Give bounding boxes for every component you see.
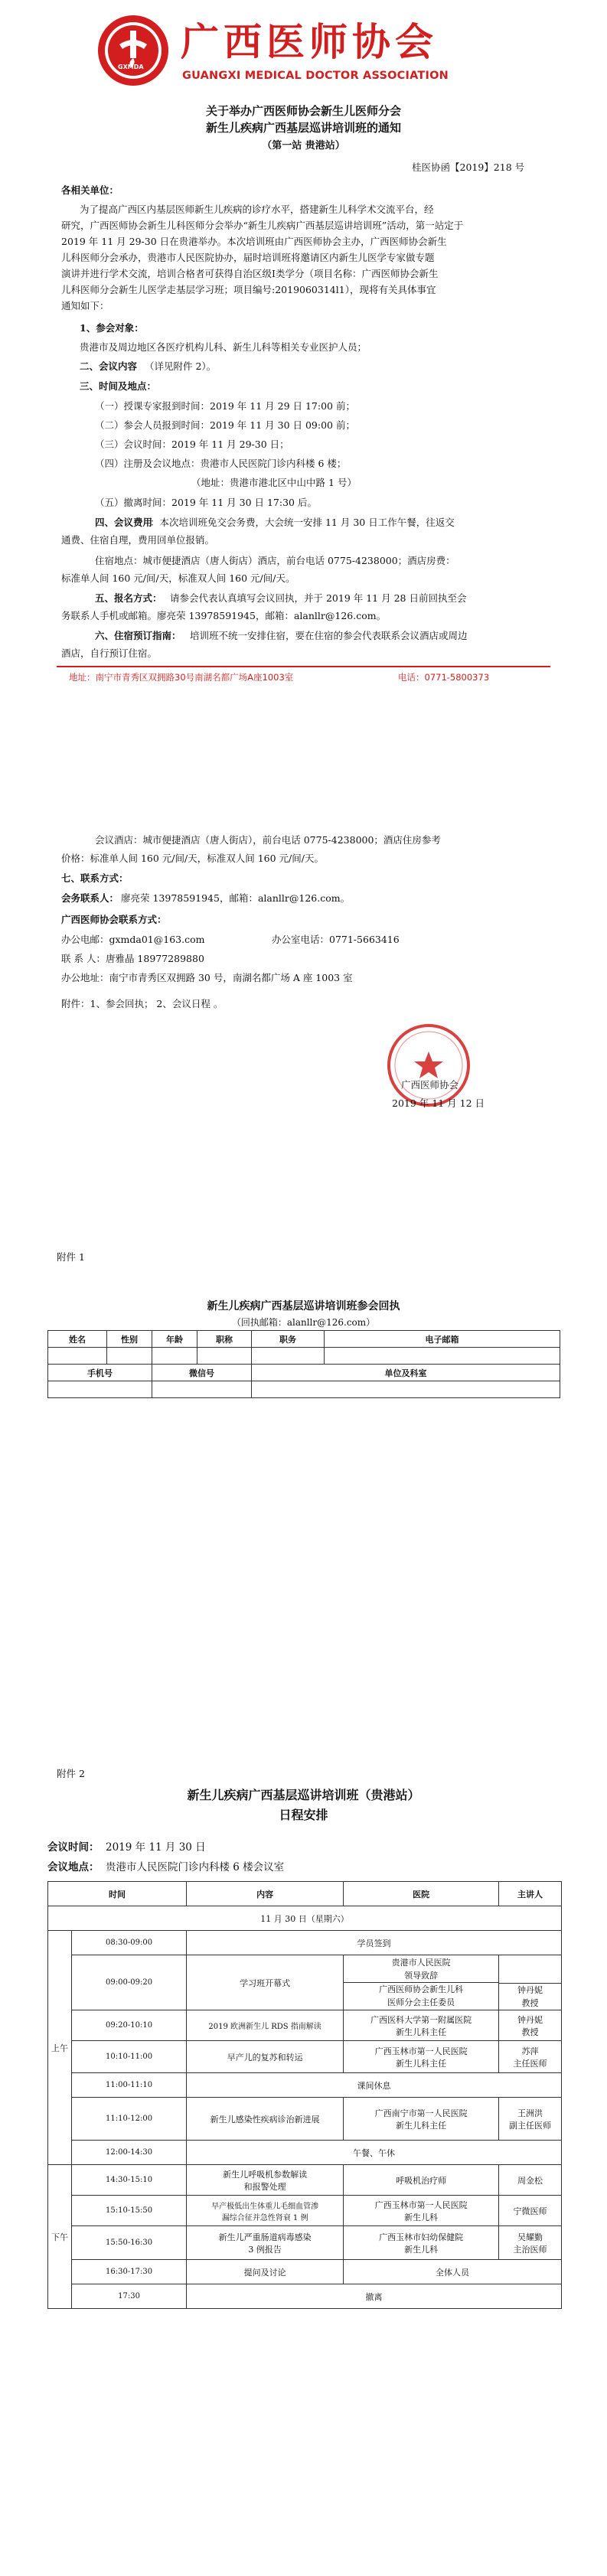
registration-form-table <box>47 1330 560 1398</box>
speaker-line: 钟丹妮 <box>517 1984 543 1995</box>
footer-rule <box>57 666 550 667</box>
speaker-line: 教授 <box>521 1997 539 2008</box>
schedule-item: （地址：贵港市港北区中山中路 1 号） <box>191 477 357 488</box>
hospital-line: 广西玉林市第一人民医院 <box>374 2199 468 2210</box>
table-row <box>48 2141 562 2165</box>
day-row: 11 月 30 日（星期六） <box>48 1906 562 1931</box>
content-cell: 课间休息 <box>187 2073 562 2098</box>
time-cell: 12:00-14:30 <box>72 2141 187 2165</box>
table-row <box>48 2226 562 2260</box>
col-header: 职务 <box>252 1331 325 1348</box>
content-cell: 提问及讨论 <box>187 2260 344 2284</box>
schedule-item: （一）授课专家报到时间：2019 年 11 月 29 日 17:00 前； <box>95 400 355 412</box>
time-cell: 17:30 <box>72 2284 187 2309</box>
speaker-line: 教授 <box>521 2027 539 2037</box>
section1-text: 贵港市及周边地区各医疗机构儿科、新生儿科等相关专业医护人员； <box>80 341 367 353</box>
schedule-item: （二）参会人员报到时间：2019 年 11 月 30 日 09:00 前； <box>95 419 355 431</box>
col-header: 内容 <box>187 1882 344 1906</box>
meeting-place-value: 贵港市人民医院门诊内科楼 6 楼会议室 <box>106 1861 285 1873</box>
col-header: 电子邮箱 <box>325 1331 560 1348</box>
attachment1-subtitle: （回执邮箱：alanllr@126.com） <box>231 1317 376 1328</box>
org-name-en: GUANGXI MEDICAL DOCTOR ASSOCIATION <box>182 70 449 82</box>
speaker-cell <box>499 1955 562 2010</box>
content-cell: 新生儿感染性疾病诊治新进展 <box>187 2098 344 2141</box>
notice-title-line1: 关于举办广西医师协会新生儿医师分会 <box>205 104 401 118</box>
time-cell: 11:00-11:10 <box>72 2073 187 2098</box>
content-cell: 撤离 <box>187 2284 562 2309</box>
gxmda-logo <box>96 14 170 87</box>
session-label-am: 上午 <box>48 1931 72 2165</box>
office-person: 联 系 人：唐雅晶 18977289880 <box>61 953 204 964</box>
hospital-cell <box>344 1955 499 2010</box>
wechat-cell[interactable] <box>152 1381 252 1398</box>
hospital-cell <box>344 2010 499 2041</box>
footer-address: 地址：南宁市青秀区双拥路30号南湖名都广场A座1003室 <box>69 672 294 683</box>
content-cell <box>187 2226 344 2260</box>
table-row <box>48 2098 562 2141</box>
speaker-line: 钟丹妮 <box>517 2014 543 2025</box>
hospital-cell: 呼吸机治疗师 <box>344 2165 499 2196</box>
hospital-line: 广西医科大学第一附属医院 <box>370 2014 472 2025</box>
table-row <box>48 2165 562 2196</box>
speaker-cell <box>499 2226 562 2260</box>
time-cell: 10:10-11:00 <box>72 2041 187 2073</box>
section6-text: 培训班不统一安排住宿，要在住宿的参会代表联系会议酒店或周边 <box>190 630 468 641</box>
col-header: 微信号 <box>152 1365 252 1381</box>
salutation: 各相关单位： <box>61 184 119 196</box>
office-address: 办公地址：南宁市青秀区双拥路 30 号，南湖名都广场 A 座 1003 室 <box>61 972 353 983</box>
hospital-line: 新生儿科主任 <box>396 2027 447 2037</box>
content-cell: 早产儿的复苏和转运 <box>187 2041 344 2073</box>
attachment2-title-line1: 新生儿疾病广西基层巡讲培训班（贵港站） <box>187 1788 420 1802</box>
intro-line: 通知如下： <box>61 300 109 311</box>
attachment2-label: 附件 2 <box>57 1768 85 1779</box>
time-cell: 14:30-15:10 <box>72 2165 187 2196</box>
col-header: 年龄 <box>152 1331 197 1348</box>
hospital-line: 新生儿科主任 <box>396 2058 447 2069</box>
hospital-line: 广西玉林市第一人民医院 <box>374 2046 468 2056</box>
logo-text: GXMDA <box>118 64 144 70</box>
notice-subtitle: （第一站 贵港站） <box>262 140 345 152</box>
content-line: 新生儿呼吸机参数解读 <box>223 2169 308 2180</box>
unit-cell[interactable] <box>252 1381 560 1398</box>
office-email: 办公电邮：gxmda01@163.com <box>61 934 205 945</box>
speaker-cell <box>499 2010 562 2041</box>
official-seal-icon <box>386 1022 472 1108</box>
schedule-item: （五）撤离时间：2019 年 11 月 30 日 17:30 后。 <box>95 497 317 508</box>
hospital-cell <box>344 2098 499 2141</box>
intro-line: 研究，广西医师协会新生儿科医师分会举办“新生儿疾病广西基层巡讲培训班”活动，第一站定于 <box>61 220 464 231</box>
hospital-line: 新生儿科 <box>404 2244 439 2255</box>
col-header: 手机号 <box>48 1365 152 1381</box>
age-cell[interactable] <box>152 1348 197 1365</box>
contact1-text: 廖亮荣 13978591945，邮箱：alanllr@126.com。 <box>121 892 351 904</box>
org-name-cn: 广西医师协会 <box>181 19 438 64</box>
table-row <box>48 2010 562 2041</box>
table-row <box>48 1931 562 1955</box>
hotel-text: 价格：标准单人间 160 元/间/天，标准双人间 160 元/间/天。 <box>61 853 324 864</box>
intro-line: 为了提高广西区内基层医师新生儿疾病的诊疗水平，搭建新生儿科学术交流平台，经 <box>80 204 434 215</box>
content-line: 3 例报告 <box>248 2244 282 2255</box>
table-row <box>48 2073 562 2098</box>
time-cell: 15:10-15:50 <box>72 2196 187 2226</box>
hospital-cell <box>344 2196 499 2226</box>
col-header: 姓名 <box>48 1331 107 1348</box>
meeting-time-value: 2019 年 11 月 30 日 <box>106 1841 206 1854</box>
intro-line: 2019 年 11 月 29-30 日在贵港举办。本次培训班由广西医师协会主办，广西医师协会新生 <box>61 236 447 247</box>
position-cell[interactable] <box>252 1348 325 1365</box>
col-header: 医院 <box>344 1882 499 1906</box>
section5-title: 五、报名方式： <box>95 592 162 604</box>
hospital-cell: 全体人员 <box>344 2260 562 2284</box>
section2-title: 二、会议内容 <box>80 360 138 372</box>
signatory-org: 广西医师协会 <box>401 1079 459 1091</box>
col-header: 主讲人 <box>499 1882 562 1906</box>
content-line: 新生儿严重肠道病毒感染 <box>218 2232 312 2242</box>
section4-text: 通费、住宿自理，费用回单位报销。 <box>61 534 215 546</box>
section6-text: 酒店，自行预订住宿。 <box>61 647 158 659</box>
notice-title-line2: 新生儿疾病广西基层巡讲培训班的通知 <box>205 121 401 135</box>
content-cell <box>187 2165 344 2196</box>
hospital-line: 广西医师协会新生儿科 <box>379 1984 464 1994</box>
section3-title: 三、时间及地点： <box>80 380 157 392</box>
content-line: 早产极低出生体重儿毛细血管渗 <box>211 2202 319 2211</box>
table-row <box>48 1955 562 2010</box>
table-row <box>48 2260 562 2284</box>
office-title: 广西医师协会联系方式： <box>61 914 167 925</box>
content-line: 和报警处理 <box>243 2181 286 2192</box>
speaker-line: 主治医师 <box>513 2244 547 2255</box>
footer-phone: 电话：0771-5800373 <box>398 672 490 683</box>
time-cell: 15:50-16:30 <box>72 2226 187 2260</box>
attachment1-label: 附件 1 <box>57 1251 85 1263</box>
speaker-line: 副主任医师 <box>509 2120 552 2131</box>
intro-line: 儿科医师分会新生儿医学走基层学习班；项目编号:2019060314l1），现将有关具体事宜 <box>61 284 436 295</box>
table-row <box>48 2041 562 2073</box>
content-line: 漏综合征并急性肾衰 1 例 <box>221 2213 308 2222</box>
time-cell: 09:20-10:10 <box>72 2010 187 2041</box>
hospital-line: 广西南宁市第一人民医院 <box>374 2108 468 2118</box>
col-header: 职称 <box>197 1331 252 1348</box>
name-cell[interactable] <box>48 1348 107 1365</box>
speaker-line: 主任医师 <box>513 2058 547 2069</box>
hospital-line: 广西玉林市妇幼保健院 <box>379 2232 464 2242</box>
speaker-line: 吴耀勤 <box>517 2232 543 2242</box>
time-cell: 16:30-17:30 <box>72 2260 187 2284</box>
hotel-text: 会议酒店：城市便捷酒店（唐人街店），前台电话 0775-4238000；酒店住房参考 <box>95 834 441 846</box>
section4-title: 四、会议费用 <box>95 517 153 528</box>
hospital-line: 贵港市人民医院 <box>391 1958 451 1968</box>
attachments-list: 附件：1、参会回执； 2、会议日程 。 <box>61 998 224 1009</box>
hospital-line: 领导致辞 <box>344 1969 498 1983</box>
section4-text: ：本次培训班免交会务费，大会统一安排 11 月 30 日工作午餐，往返交 <box>150 517 455 528</box>
speaker-cell: 宁微医师 <box>499 2196 562 2226</box>
time-cell: 09:00-09:20 <box>72 1955 187 2010</box>
phone-cell[interactable] <box>48 1381 152 1398</box>
hospital-line: 新生儿科主任 <box>396 2120 447 2131</box>
content-cell: 午餐、午休 <box>187 2141 562 2165</box>
time-cell: 11:10-12:00 <box>72 2098 187 2141</box>
doc-number: 桂医协函【2019】218 号 <box>412 161 525 173</box>
speaker-cell <box>499 2098 562 2141</box>
section5-text: 请参会代表认真填写会议回执，并于 2019 年 11 月 28 日前回执至会 <box>170 592 467 604</box>
content-cell <box>187 2196 344 2226</box>
schedule-item: （三）会议时间：2019 年 11 月 29-30 日； <box>95 439 289 450</box>
intro-line: 演讲并进行学术交流，培训合格者可获得自治区级Ⅰ类学分（项目名称：广西医师协会新生 <box>61 268 439 279</box>
title-cell[interactable] <box>197 1348 252 1365</box>
content-cell: 学员签到 <box>187 1931 562 1955</box>
speaker-cell: 周金松 <box>499 2165 562 2196</box>
hospital-line: 新生儿科 <box>404 2212 439 2222</box>
lodging-text: 标准单人间 160 元/间/天，标准双人间 160 元/间/天。 <box>61 572 295 584</box>
content-cell: 学习班开幕式 <box>187 1955 344 2010</box>
attachment2-title-line2: 日程安排 <box>279 1808 328 1822</box>
section2-text: （详见附件 2）。 <box>145 360 217 372</box>
content-cell: 2019 欧洲新生儿 RDS 指南解读 <box>187 2010 344 2041</box>
col-header: 单位及科室 <box>252 1365 560 1381</box>
table-row <box>48 2284 562 2309</box>
intro-line: 儿科医师分会承办，贵港市人民医院协办，届时培训班将邀请区内新生儿医学专家做专题 <box>61 252 435 263</box>
meeting-place-label: 会议地点： <box>47 1861 100 1873</box>
gender-cell[interactable] <box>107 1348 152 1365</box>
hospital-line: 医师分会主任委员 <box>387 1997 455 2007</box>
lodging-text: 住宿地点：城市便捷酒店（唐人街店）酒店，前台电话 0775-4238000；酒店房费： <box>95 555 455 566</box>
section1-title: 1、参会对象： <box>80 322 144 334</box>
section5-text: 务联系人手机或邮箱。廖亮荣 13978591945，邮箱：alanllr@126.com。 <box>61 610 387 621</box>
office-phone: 办公室电话：0771-5663416 <box>272 934 400 945</box>
speaker-cell <box>499 2041 562 2073</box>
section7-title: 七、联系方式： <box>61 872 129 884</box>
schedule-item: （四）注册及会议地点：贵港市人民医院门诊内科楼 6 楼； <box>95 458 347 469</box>
contact1-label: 会务联系人： <box>61 892 119 904</box>
signature-date: 2019 年 11 月 12 日 <box>392 1097 485 1109</box>
attachment1-title: 新生儿疾病广西基层巡讲培训班参会回执 <box>207 1300 400 1312</box>
section6-title: 六、住宿预订指南： <box>95 630 181 641</box>
speaker-line: 苏萍 <box>521 2046 539 2056</box>
col-header: 性别 <box>107 1331 152 1348</box>
agenda-table <box>47 1881 562 2309</box>
session-label-pm: 下午 <box>48 2165 72 2309</box>
hospital-cell <box>344 2226 499 2260</box>
meeting-time-label: 会议时间： <box>47 1841 100 1854</box>
table-row <box>48 2196 562 2226</box>
speaker-line: 王洲洪 <box>517 2108 543 2118</box>
hospital-cell <box>344 2041 499 2073</box>
time-cell: 08:30-09:00 <box>72 1931 187 1955</box>
col-header: 时间 <box>48 1882 187 1906</box>
email-cell[interactable] <box>325 1348 560 1365</box>
